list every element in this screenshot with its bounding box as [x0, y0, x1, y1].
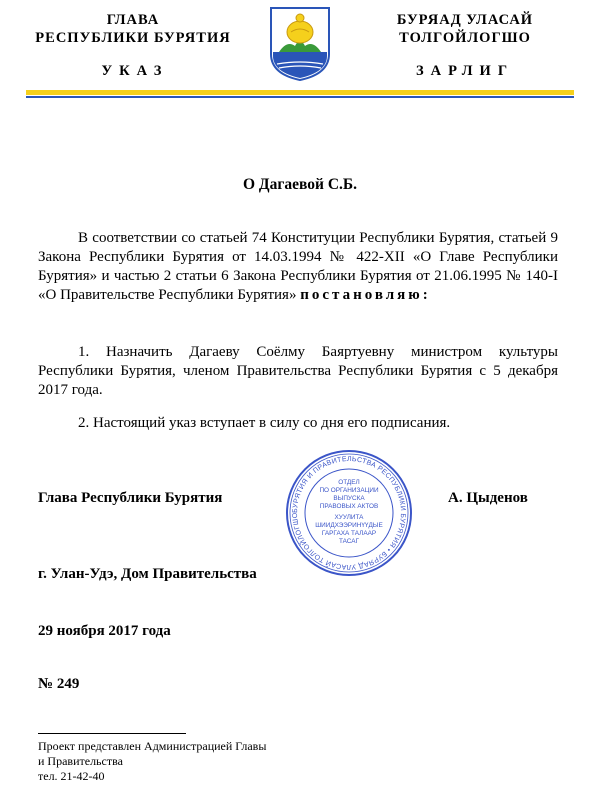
header-stripe-blue	[26, 96, 574, 98]
body-paragraph-2: 1. Назначить Дагаеву Соёлму Баяртуевну министром культуры Республики Бурятия, членом Правительства Республики Бурятия с 5 декабря 2017 года.	[38, 344, 558, 398]
official-stamp	[284, 448, 414, 578]
signing-place: г. Улан-Удэ, Дом Правительства	[38, 566, 257, 582]
stamp-line: ГАРГАХА ТАЛААР	[321, 530, 377, 537]
stamp-line: ВЫПУСКА	[333, 495, 365, 502]
decree-label-ru: УКАЗ	[101, 63, 169, 79]
stamp-line: ПРАВОВЫХ АКТОВ	[319, 503, 379, 510]
stamp-outer-text: БУРЯТИЯ И ПРАВИТЕЛЬСТВА РЕСПУБЛИКИ БУРЯТИЯ • БУРЯАД УЛАСАЙ ТОЛГОЙЛОГШО	[291, 455, 407, 571]
stamp-line: ТАСАГ	[338, 538, 360, 545]
body-paragraph-3: 2. Настоящий указ вступает в силу со дня его подписания.	[78, 415, 451, 431]
svg-text:БУРЯТИЯ И ПРАВИТЕЛЬСТВА РЕСПУБ	[292, 456, 406, 570]
footer-divider	[38, 733, 186, 734]
body-paragraph-1-emphasis: постановляю:	[300, 287, 431, 303]
decree-subject: О Дагаевой С.Б.	[242, 176, 358, 193]
stamp-line: ХУУЛИТА	[334, 514, 364, 521]
header-right-line1: БУРЯАД УЛАСАЙ	[396, 12, 534, 28]
footer-note	[38, 739, 266, 784]
footer-line-1: Проект представлен Администрацией Главы	[38, 739, 267, 753]
signing-date: 29 ноября 2017 года	[38, 623, 171, 639]
coat-of-arms-buryatia-icon	[257, 2, 343, 82]
decree-number: № 249	[38, 676, 80, 692]
stamp-line: ШИИДХЭЭРИНҮҮДЫЕ	[315, 522, 383, 529]
footer-line-2: и Правительства	[38, 754, 123, 768]
header-right-line2: ТОЛГОЙЛОГШО	[399, 30, 531, 46]
body-paragraph-1-text: В соответствии со статьей 74 Конституции Республики Бурятия, статьей 9 Закона Республики Бурятия от 14.03.1994 № 422-XII «О Главе Республики Бурятия» и частью 2 статьи 6 Закона Республики Бурятия от 21.06.1995 № 140-I «О Правительстве Республики Бурятия»	[38, 230, 558, 303]
body-paragraph-1	[38, 229, 558, 305]
header-left	[28, 11, 238, 47]
footer-line-3: тел. 21-42-40	[38, 769, 105, 783]
stamp-line: ПО ОРГАНИЗАЦИИ	[319, 487, 379, 494]
signatory-title: Глава Республики Бурятия	[38, 490, 223, 506]
decree-label-bua: ЗАРЛИГ	[415, 63, 515, 79]
stamp-line: ОТДЕЛ	[338, 479, 360, 486]
header-left-line1: ГЛАВА	[106, 12, 160, 28]
header-right	[360, 11, 570, 47]
header-left-line2: РЕСПУБЛИКИ БУРЯТИЯ	[35, 30, 231, 46]
signatory-name: А. Цыденов	[448, 490, 528, 506]
header-stripe-yellow	[26, 90, 574, 95]
